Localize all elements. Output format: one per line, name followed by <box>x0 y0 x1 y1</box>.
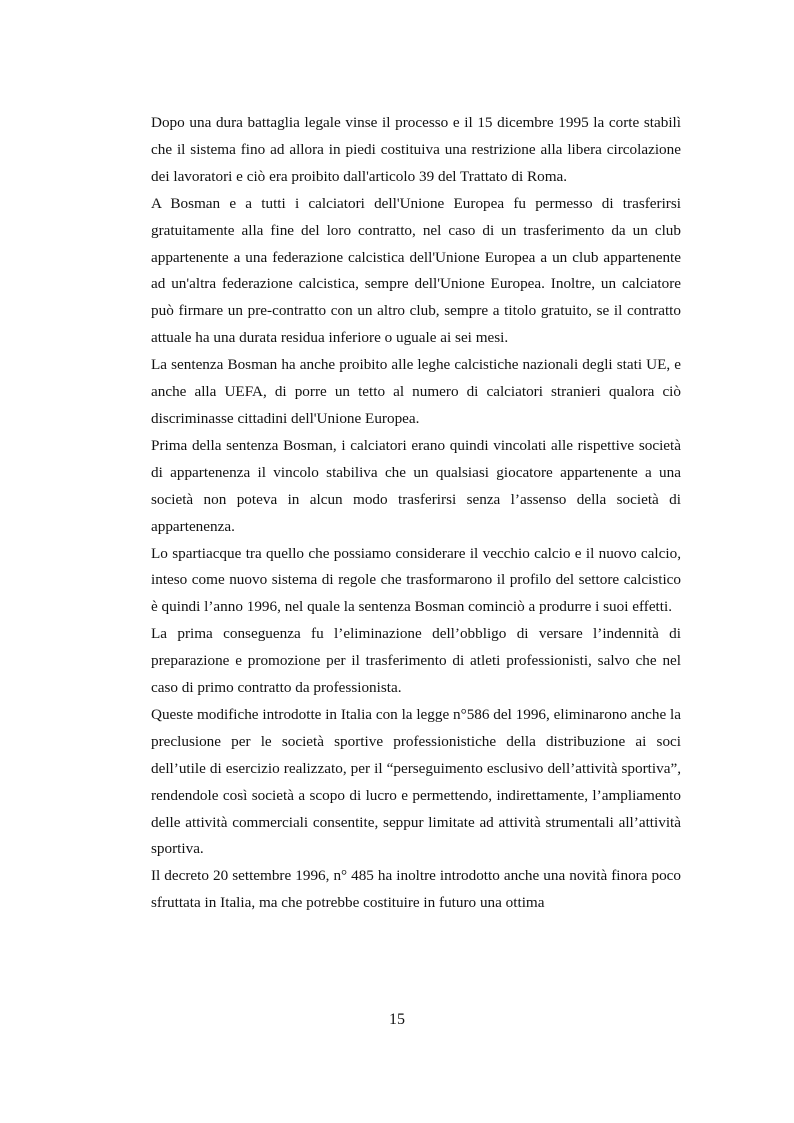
paragraph: A Bosman e a tutti i calciatori dell'Unione Europea fu permesso di trasferirsi gratuitamente alla fine del loro contratto, nel caso di un trasferimento da un club appartenente a una federazione calcistica dell'Unione Europea a un club appartenente ad un'altra federazione calcistica, sempre dell'Unione Europea. Inoltre, un calciatore può firmare un pre-contratto con un altro club, sempre a titolo gratuito, se il contratto attuale ha una durata residua inferiore o uguale ai sei mesi. <box>151 194 681 347</box>
body-text <box>151 110 681 917</box>
paragraph: La sentenza Bosman ha anche proibito alle leghe calcistiche nazionali degli stati UE, e anche alla UEFA, di porre un tetto al numero di calciatori stranieri qualora ciò discriminasse cittadini dell'Unione Europea. <box>151 356 681 427</box>
paragraph: Lo spartiacque tra quello che possiamo considerare il vecchio calcio e il nuovo calcio, inteso come nuovo sistema di regole che trasformarono il profilo del settore calcistico è quindi l’anno 1996, nel quale la sentenza Bosman cominciò a produrre i suoi effetti. <box>151 544 681 616</box>
page-number: 15 <box>389 1011 405 1028</box>
paragraph: Queste modifiche introdotte in Italia con la legge n°586 del 1996, eliminarono anche la preclusione per le società sportive professionistiche della distribuzione ai soci dell’utile di esercizio realizzato, per il “perseguimento esclusivo dell’attività sportiva”, rendendole così società a scopo di lucro e permettendo, indirettamente, l’ampliamento delle attività commerciali consentite, seppur limitate ad attività strumentali all’attività sportiva. <box>151 705 681 858</box>
paragraph: La prima conseguenza fu l’eliminazione dell’obbligo di versare l’indennità di preparazione e promozione per il trasferimento di atleti professionisti, salvo che nel caso di primo contratto da professionista. <box>151 625 681 697</box>
paragraph: Il decreto 20 settembre 1996, n° 485 ha inoltre introdotto anche una novità finora poco sfruttata in Italia, ma che potrebbe costituire in futuro una ottima <box>151 867 681 912</box>
paragraph: Dopo una dura battaglia legale vinse il processo e il 15 dicembre 1995 la corte stabilì che il sistema fino ad allora in piedi costituiva una restrizione alla libera circolazione dei lavoratori e ciò era proibito dall'articolo 39 del Trattato di Roma. <box>151 114 681 185</box>
paragraph: Prima della sentenza Bosman, i calciatori erano quindi vincolati alle rispettive società di appartenenza il vincolo stabiliva che un qualsiasi giocatore appartenente a una società non poteva in alcun modo trasferirsi senza l’assenso della società di appartenenza. <box>151 436 681 535</box>
